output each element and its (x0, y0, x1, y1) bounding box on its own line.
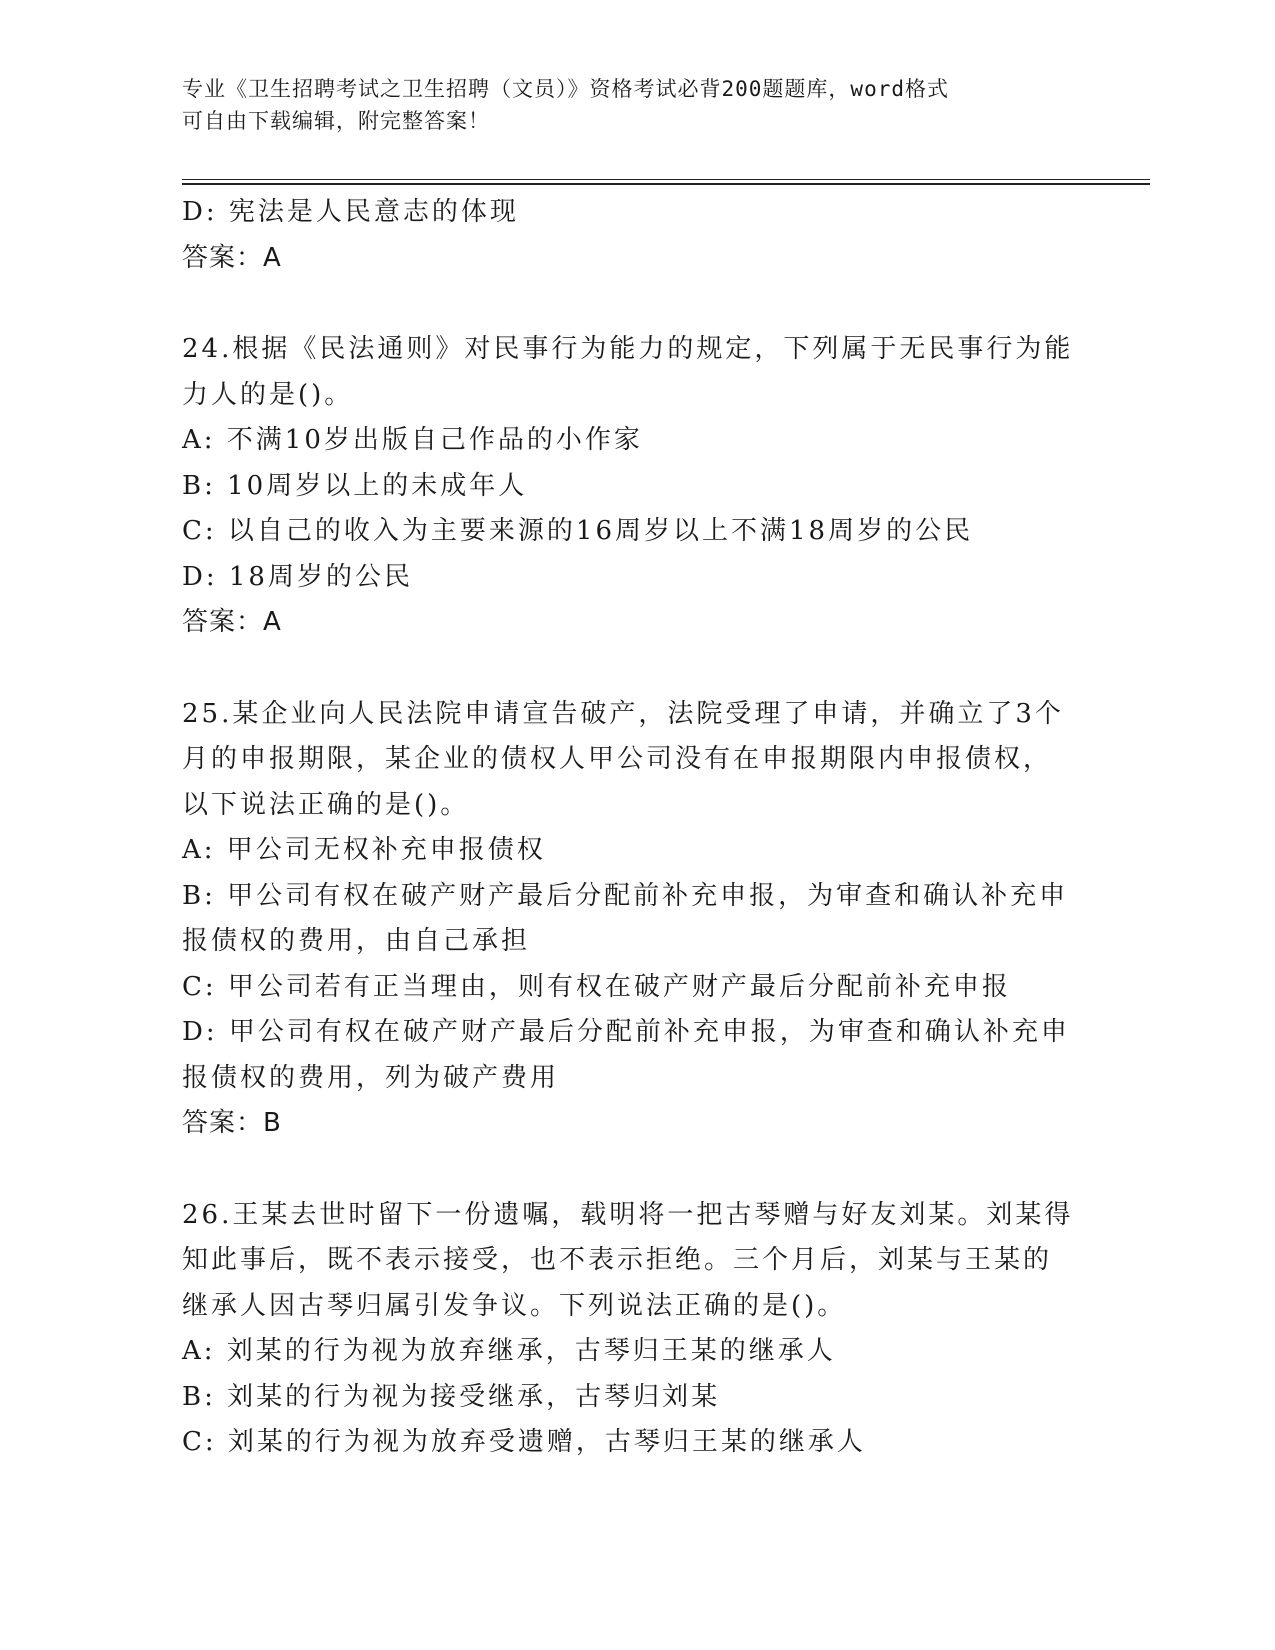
header-title-line-2: 可自由下载编辑，附完整答案！ (182, 109, 490, 133)
question-25-stem-line-3: 以下说法正确的是()。 (182, 789, 470, 820)
question-25-stem-line-2: 月的申报期限，某企业的债权人甲公司没有在申报期限内申报债权， (182, 744, 1053, 774)
question-25 (182, 692, 1082, 1147)
question-26-option-c: C: 刘某的行为视为放弃受遗赠，古琴归王某的继承人 (182, 1427, 866, 1457)
question-24-stem-line-1: 24.根据《民法通则》对民事行为能力的规定，下列属于无民事行为能 (182, 334, 1074, 364)
question-24-option-c: C: 以自己的收入为主要来源的16周岁以上不满18周岁的公民 (182, 516, 974, 546)
question-24-answer: 答案：A (182, 607, 282, 637)
question-24-option-b: B: 10周岁以上的未成年人 (182, 470, 528, 501)
spacer (182, 646, 1082, 692)
question-24-option-d: D: 18周岁的公民 (182, 561, 413, 592)
spacer (182, 1147, 1082, 1193)
header-divider-thin (182, 179, 1150, 180)
question-25-option-d-line-2: 报债权的费用，列为破产费用 (182, 1062, 560, 1093)
document-body (182, 190, 1082, 1466)
question-26-stem-line-1: 26.王某去世时留下一份遗嘱，载明将一把古琴赠与好友刘某。刘某得 (182, 1199, 1074, 1230)
question-26-stem-line-2: 知此事后，既不表示接受，也不表示拒绝。三个月后，刘某与王某的 (182, 1245, 1053, 1275)
question-25-option-b-line-2: 报债权的费用，由自己承担 (182, 926, 531, 956)
document-header (182, 73, 1062, 137)
header-title-line-1: 专业《卫生招聘考试之卫生招聘（文员）》资格考试必背200题题库，word格式 (182, 77, 949, 101)
spacer (182, 281, 1082, 327)
question-25-option-d-line-1: D: 甲公司有权在破产财产最后分配前补充申报，为审查和确认补充申 (182, 1017, 1070, 1047)
question-26 (182, 1193, 1082, 1466)
question-26-option-a: A: 刘某的行为视为放弃继承，古琴归王某的继承人 (182, 1336, 836, 1366)
question-24-stem-line-2: 力人的是()。 (182, 379, 354, 410)
question-26-option-b: B: 刘某的行为视为接受继承，古琴归刘某 (182, 1381, 721, 1412)
question-25-stem-line-1: 25.某企业向人民法院申请宣告破产，法院受理了申请，并确立了3个 (182, 698, 1064, 729)
header-divider-thick (182, 183, 1150, 185)
question-25-option-a: A: 甲公司无权补充申报债权 (182, 835, 546, 865)
question-24 (182, 327, 1082, 646)
question-25-answer: 答案：B (182, 1108, 282, 1138)
prev-option-d: D: 宪法是人民意志的体现 (182, 197, 519, 227)
question-25-option-b-line-1: B: 甲公司有权在破产财产最后分配前补充申报，为审查和确认补充申 (182, 880, 1069, 911)
question-24-option-a: A: 不满10岁出版自己作品的小作家 (182, 425, 643, 455)
prev-answer: 答案：A (182, 242, 282, 273)
question-26-stem-line-3: 继承人因古琴归属引发争议。下列说法正确的是()。 (182, 1290, 847, 1321)
question-25-option-c: C: 甲公司若有正当理由，则有权在破产财产最后分配前补充申报 (182, 971, 1011, 1002)
